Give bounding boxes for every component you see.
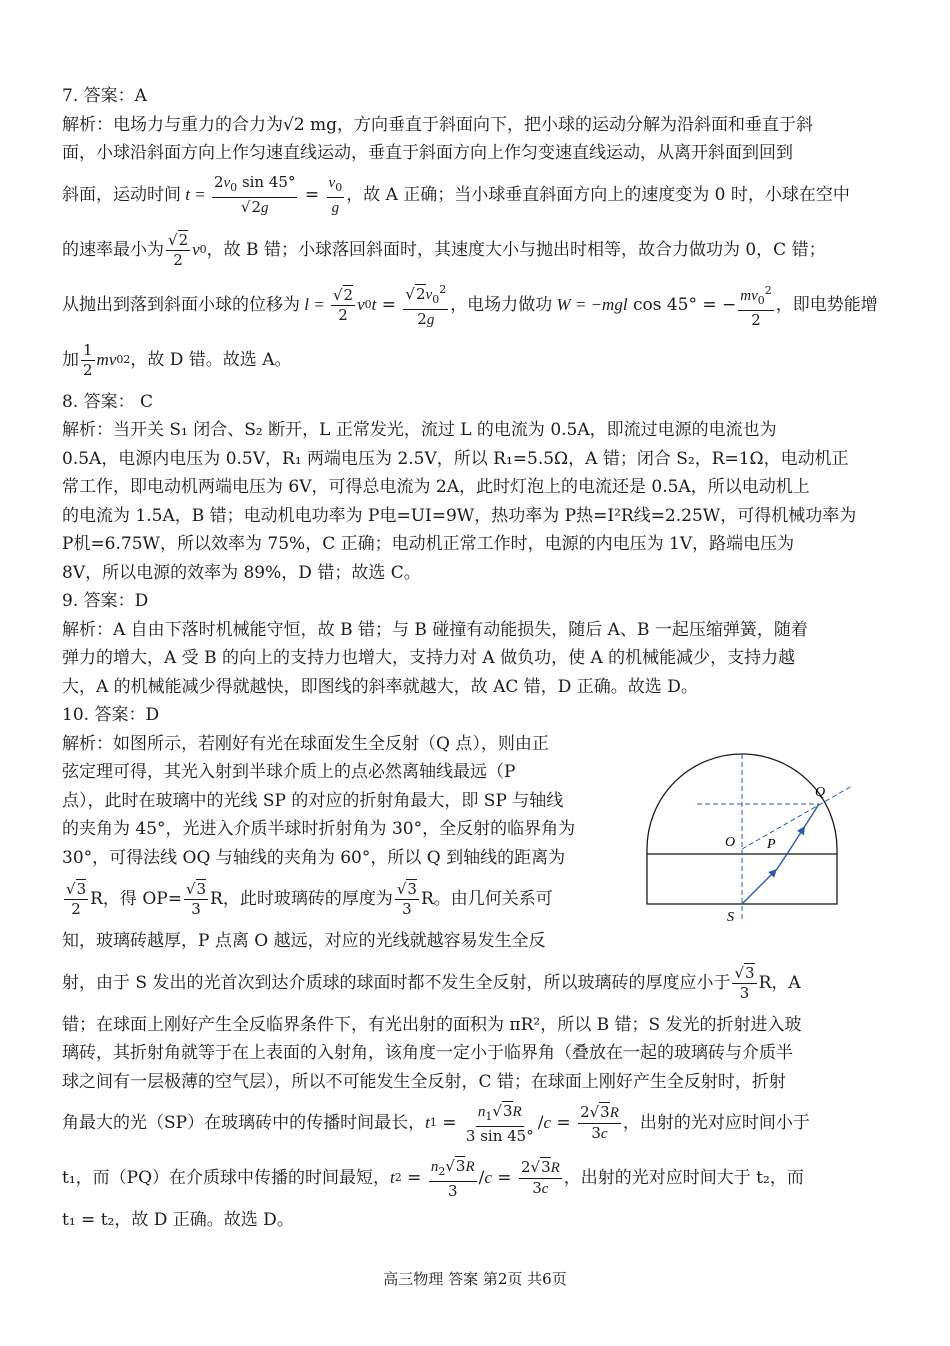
q8-line-6: 8V，所以电源的效率为 89%，D 错；故选 C。 — [62, 562, 421, 583]
q8-line-1: 解析：当开关 S₁ 闭合、S₂ 断开，L 正常发光，流过 L 的电流为 0.5A，即流过电源的电流也为 — [62, 420, 777, 440]
q10-line-2: 弦定理可得，其光入射到半球介质上的点必然离轴线最远（P — [62, 762, 516, 782]
q10-body — [62, 730, 892, 956]
q10-line-14: t₁ = t₂，故 D 正确。故选 D。 — [62, 1210, 294, 1230]
fraction: $\frac{1}{2}$ — [83, 340, 93, 379]
q7-line-3: 斜面，运动时间 t = $\frac{2v_0 \sin 45^\circ}{√2g}$ = $\frac{v_0}{g}$ ，故 A 正确；当小球垂直斜面方向上的速度变为 0 时，小球在空中 — [62, 172, 850, 216]
page-footer: 高三物理 答案 第2页 共6页 — [383, 1270, 567, 1288]
q10-line-4: 的夹角为 45°，光进入介质半球时折射角为 30°，全反射的临界角为 — [62, 819, 576, 839]
label-q: Q — [815, 784, 826, 800]
fraction: $\frac{√2}{2}$ — [332, 285, 354, 324]
fraction: $\frac{2√3R}{3c}$ — [580, 1103, 619, 1142]
q10-line-10: 璃砖，其折射角就等于在上表面的入射角，该角度一定小于临界角（叠放在一起的玻璃砖与介质半 — [62, 1043, 793, 1063]
label-s: S — [727, 909, 734, 925]
q10-line-8: 射，由于 S 发出的光首次到达介质球的球面时都不发生全反射，所以玻璃砖的厚度应小于 $\frac{√3}{3}$ R，A — [62, 963, 801, 1002]
q7-line-5: 从抛出到落到斜面小球的位移为 l = $\frac{√2}{2}$ v 0 t = $\frac{√2v_0^2}{2g}$ ，电场力做功 W = −mgl cos 45° = − $\frac{mv_0^2}{2}$ ，即电势能增 — [62, 278, 892, 333]
q10-line-11: 球之间有一层极薄的空气层），所以不可能发生全反射，C 错；在球面上刚好产生全反射时，折射 — [62, 1071, 786, 1092]
fraction: $\frac{v_0}{g}$ — [328, 174, 343, 216]
ray-pq — [787, 826, 805, 854]
q10-line-5: 30°，可得法线 OQ 与轴线的夹角为 60°，所以 Q 到轴线的距离为 — [62, 847, 566, 868]
label-p: P — [767, 836, 776, 852]
q10-line-3: 点），此时在玻璃中的光线 SP 的对应的折射角最大，即 SP 与轴线 — [62, 790, 564, 811]
q10-line-9: 错；在球面上刚好产生全反临界条件下，有光出射的面积为 πR²，所以 B 错；S 发光的折射进入玻 — [62, 1014, 802, 1035]
answer-page — [62, 82, 892, 1235]
q10-line-13: t₁，而（PQ）在介质球中传播的时间最短， t 2 = $\frac{n_2√3R}{3}$ /c = $\frac{2√3R}{3c}$ ，出射的光对应时间大于 t₂，而 — [62, 1156, 804, 1200]
q7-answer: 7. 答案：A — [62, 86, 147, 106]
fraction: $\frac{n_1√3R}{3 \sin 45^\circ}$ — [465, 1101, 534, 1145]
fraction: $\frac{n_2√3R}{3}$ — [430, 1156, 475, 1200]
q9-answer: 9. 答案：D — [62, 591, 149, 611]
ray-sp — [742, 869, 777, 904]
q7-line-1: 解析：电场力与重力的合力为√2 mg，方向垂直于斜面向下，把小球的运动分解为沿斜面和垂直于斜 — [62, 114, 814, 135]
q8-answer: 8. 答案： C — [62, 391, 154, 412]
q9-line-1: 解析：A 自由下落时机械能守恒，故 B 错；与 B 碰撞有动能损失，随后 A、B 一起压缩弹簧，随着 — [62, 619, 808, 640]
fraction: $\frac{2√3R}{3c}$ — [520, 1158, 560, 1197]
q8-line-4: 的电流为 1.5A，B 错；电动机电功率为 P电=UI=9W，热功率为 P热=I²R线=2.25W，可得机械功率为 — [62, 505, 857, 526]
q8-line-5: P机=6.75W，所以效率为 75%，C 正确；电动机正常工作时，电源的内电压为 1V，路端电压为 — [62, 534, 795, 554]
fraction: $\frac{√3}{3}$ — [185, 880, 207, 918]
label-o: O — [725, 834, 736, 850]
q10-line-12: 角最大的光（SP）在玻璃砖中的传播时间最长， t 1 = $\frac{n_1√3R}{3 \sin 45^\circ}$ /c = $\frac{2√3R}{3c}$ ，出射的光对应时间小于 — [62, 1101, 810, 1145]
fraction: $\frac{√2}{2}$ — [168, 230, 189, 269]
q10-line-1: 解析：如图所示，若刚好有光在球面发生全反射（Q 点），则由正 — [62, 733, 549, 754]
fraction: $\frac{√2v_0^2}{2g}$ — [403, 280, 448, 330]
q7-line-2: 面，小球沿斜面方向上作匀速直线运动，垂直于斜面方向上作匀变速直线运动，从离开斜面到回到 — [62, 143, 793, 163]
fraction: $\frac{√3}{3}$ — [734, 963, 755, 1002]
fraction: $\frac{√3}{3}$ — [396, 880, 417, 918]
optics-diagram — [637, 746, 857, 926]
q7-line-4: 的速率最小为 $\frac{√2}{2}$ v 0 ，故 B 错；小球落回斜面时，其速度大小与抛出时相等，故合力做功为 0，C 错； — [62, 230, 826, 269]
q10-answer: 10. 答案：D — [62, 705, 160, 725]
q7-line-6: 加 $\frac{1}{2}$ mv 0 2 ，故 D 错。故选 A。 — [62, 340, 292, 379]
q10-line-6: $\frac{√3}{2}$ R，得 OP= $\frac{√3}{3}$ R，此时玻璃砖的厚度为 $\frac{√3}{3}$ R。由几何关系可 — [66, 880, 553, 918]
fraction: $\frac{√3}{2}$ — [66, 880, 87, 918]
q8-line-3: 常工作，即电动机两端电压为 6V，可得总电流为 2A，此时灯泡上的电流还是 0.5A，所以电动机上 — [62, 477, 810, 497]
q8-line-2: 0.5A，电源内电压为 0.5V，R₁ 两端电压为 2.5V，所以 R₁=5.5Ω，A 错；闭合 S₂，R=1Ω，电动机正 — [62, 448, 849, 469]
fraction: $\frac{mv_0^2}{2}$ — [738, 281, 774, 330]
q9-line-3: 大，A 的机械能减少得就越快，即图线的斜率就越大，故 AC 错，D 正确。故选 D。 — [62, 676, 698, 697]
fraction: $\frac{2v_0 \sin 45^\circ}{√2g}$ — [213, 172, 296, 216]
q9-line-2: 弹力的增大，A 受 B 的向上的支持力也增大，支持力对 A 做负功，使 A 的机械能减少，支持力越 — [62, 648, 796, 668]
q10-line-7: 知，玻璃砖越厚，P 点离 O 越远，对应的光线就越容易发生全反 — [62, 931, 546, 951]
